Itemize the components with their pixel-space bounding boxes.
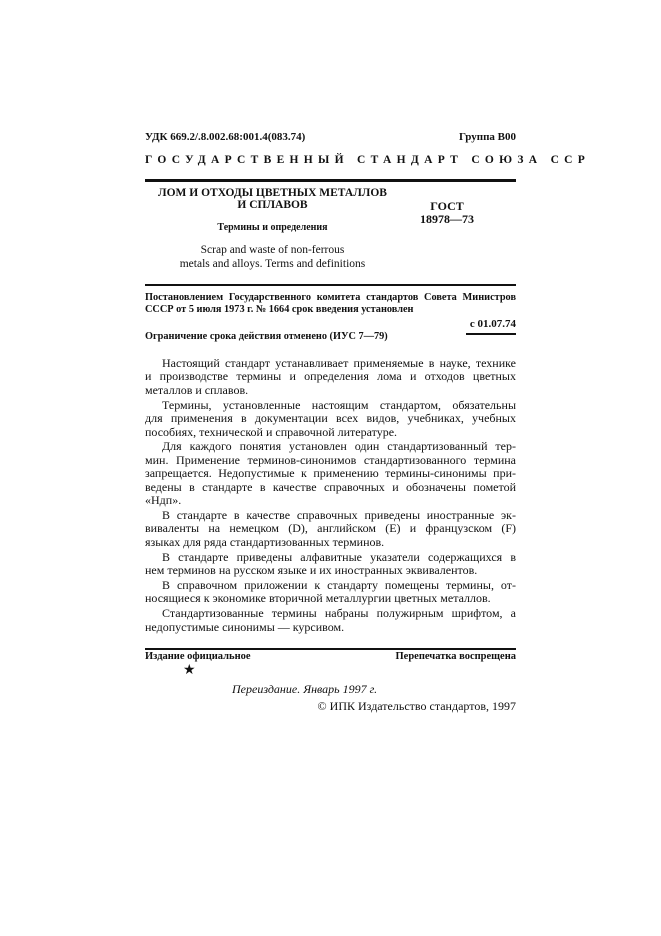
decree-line-2: СССР от 5 июля 1973 г. № 1664 срок введения установлен xyxy=(145,304,414,315)
paragraph-line: Стандартизованные термины набраны полужирным шрифтом, а xyxy=(162,606,516,621)
paragraph-line: запрещается. Недопустимые к применению термины-синонимы при- xyxy=(145,466,516,481)
paragraph-line: Настоящий стандарт устанавливает применяемые в науке, технике xyxy=(162,356,516,370)
group-code: Группа В00 xyxy=(458,131,516,143)
subtitle: Термины и определения xyxy=(217,222,328,233)
date-underline xyxy=(466,333,516,335)
paragraph-line: языках для ряда стандартизованных терминов. xyxy=(145,534,385,549)
star-icon: ★ xyxy=(183,663,196,678)
copyright: © ИПК Издательство стандартов, 1997 xyxy=(317,699,516,713)
title-line-2: И СПЛАВОВ xyxy=(237,199,308,211)
official-edition: Издание официальное xyxy=(145,651,251,662)
paragraph-line: нем терминов на русском языке и их иностранных эквивалентов. xyxy=(145,563,478,578)
paragraph-line: пособиях, технической и справочной литературе. xyxy=(145,424,398,439)
paragraph-line: Для каждого понятия установлен один стандартизованный тер- xyxy=(162,439,516,454)
decree-text xyxy=(145,292,516,316)
paragraph-line: носящиеся к экономике вторичной металлургии цветных металлов. xyxy=(145,591,491,606)
gost-label: ГОСТ xyxy=(430,199,464,213)
state-standard-heading: ГОСУДАРСТВЕННЫЙ СТАНДАРТ СОЮЗА ССР xyxy=(145,154,591,166)
paragraph-line: мин. Применение терминов-синонимов стандартизованного термина xyxy=(145,452,516,467)
gost-designation xyxy=(412,200,482,226)
paragraph xyxy=(145,551,516,578)
paragraph-line: Термины, установленные настоящим стандартом, обязательны xyxy=(162,397,516,412)
paragraph xyxy=(145,357,516,397)
middle-rule xyxy=(145,284,516,286)
limitation-note: Ограничение срока действия отменено (ИУС 7—79) xyxy=(145,331,388,342)
udc-code: УДК 669.2/.8.002.68:001.4(083.74) xyxy=(145,131,306,143)
paragraph xyxy=(145,509,516,549)
paragraph-line: недопустимые синонимы — курсивом. xyxy=(145,619,345,634)
paragraph xyxy=(145,399,516,439)
body-text xyxy=(145,357,516,636)
top-rule xyxy=(145,179,516,182)
english-title xyxy=(145,244,400,271)
paragraph-line: и производстве термины и определения лома и отходов цветных xyxy=(145,369,516,384)
paragraph xyxy=(145,440,516,507)
paragraph-line: «Ндп». xyxy=(145,493,182,508)
reissue-note: Переиздание. Январь 1997 г. xyxy=(232,682,378,696)
paragraph-line: виваленты на немецком (D), английском (E) и французском (F) xyxy=(145,521,516,536)
decree-line-1: Постановлением Государственного комитета стандартов Совета Министров xyxy=(145,292,516,303)
english-title-line-1: Scrap and waste of non-ferrous xyxy=(200,244,345,256)
paragraph-line: ведены в стандарте в качестве справочных и обозначены пометой xyxy=(145,479,516,494)
footer-rule xyxy=(145,648,516,650)
effective-date: с 01.07.74 xyxy=(469,318,516,330)
paragraph xyxy=(145,579,516,606)
title-line-1: ЛОМ И ОТХОДЫ ЦВЕТНЫХ МЕТАЛЛОВ xyxy=(158,187,387,199)
paragraph-line: для применения в документации всех видов, учебниках, учебных xyxy=(145,411,516,426)
paragraph-line: В справочном приложении к стандарту помещены термины, от- xyxy=(162,578,516,592)
paragraph-line: металлов и сплавов. xyxy=(145,382,249,397)
paragraph-line: В стандарте в качестве справочных приведены иностранные эк- xyxy=(162,507,516,522)
document-title xyxy=(145,187,400,211)
reprint-prohibited: Перепечатка воспрещена xyxy=(395,651,516,662)
paragraph-line: В стандарте приведены алфавитные указатели содержащихся в xyxy=(162,549,516,564)
gost-number: 18978—73 xyxy=(420,212,474,226)
english-title-line-2: metals and alloys. Terms and definitions xyxy=(179,257,366,270)
paragraph xyxy=(145,607,516,634)
